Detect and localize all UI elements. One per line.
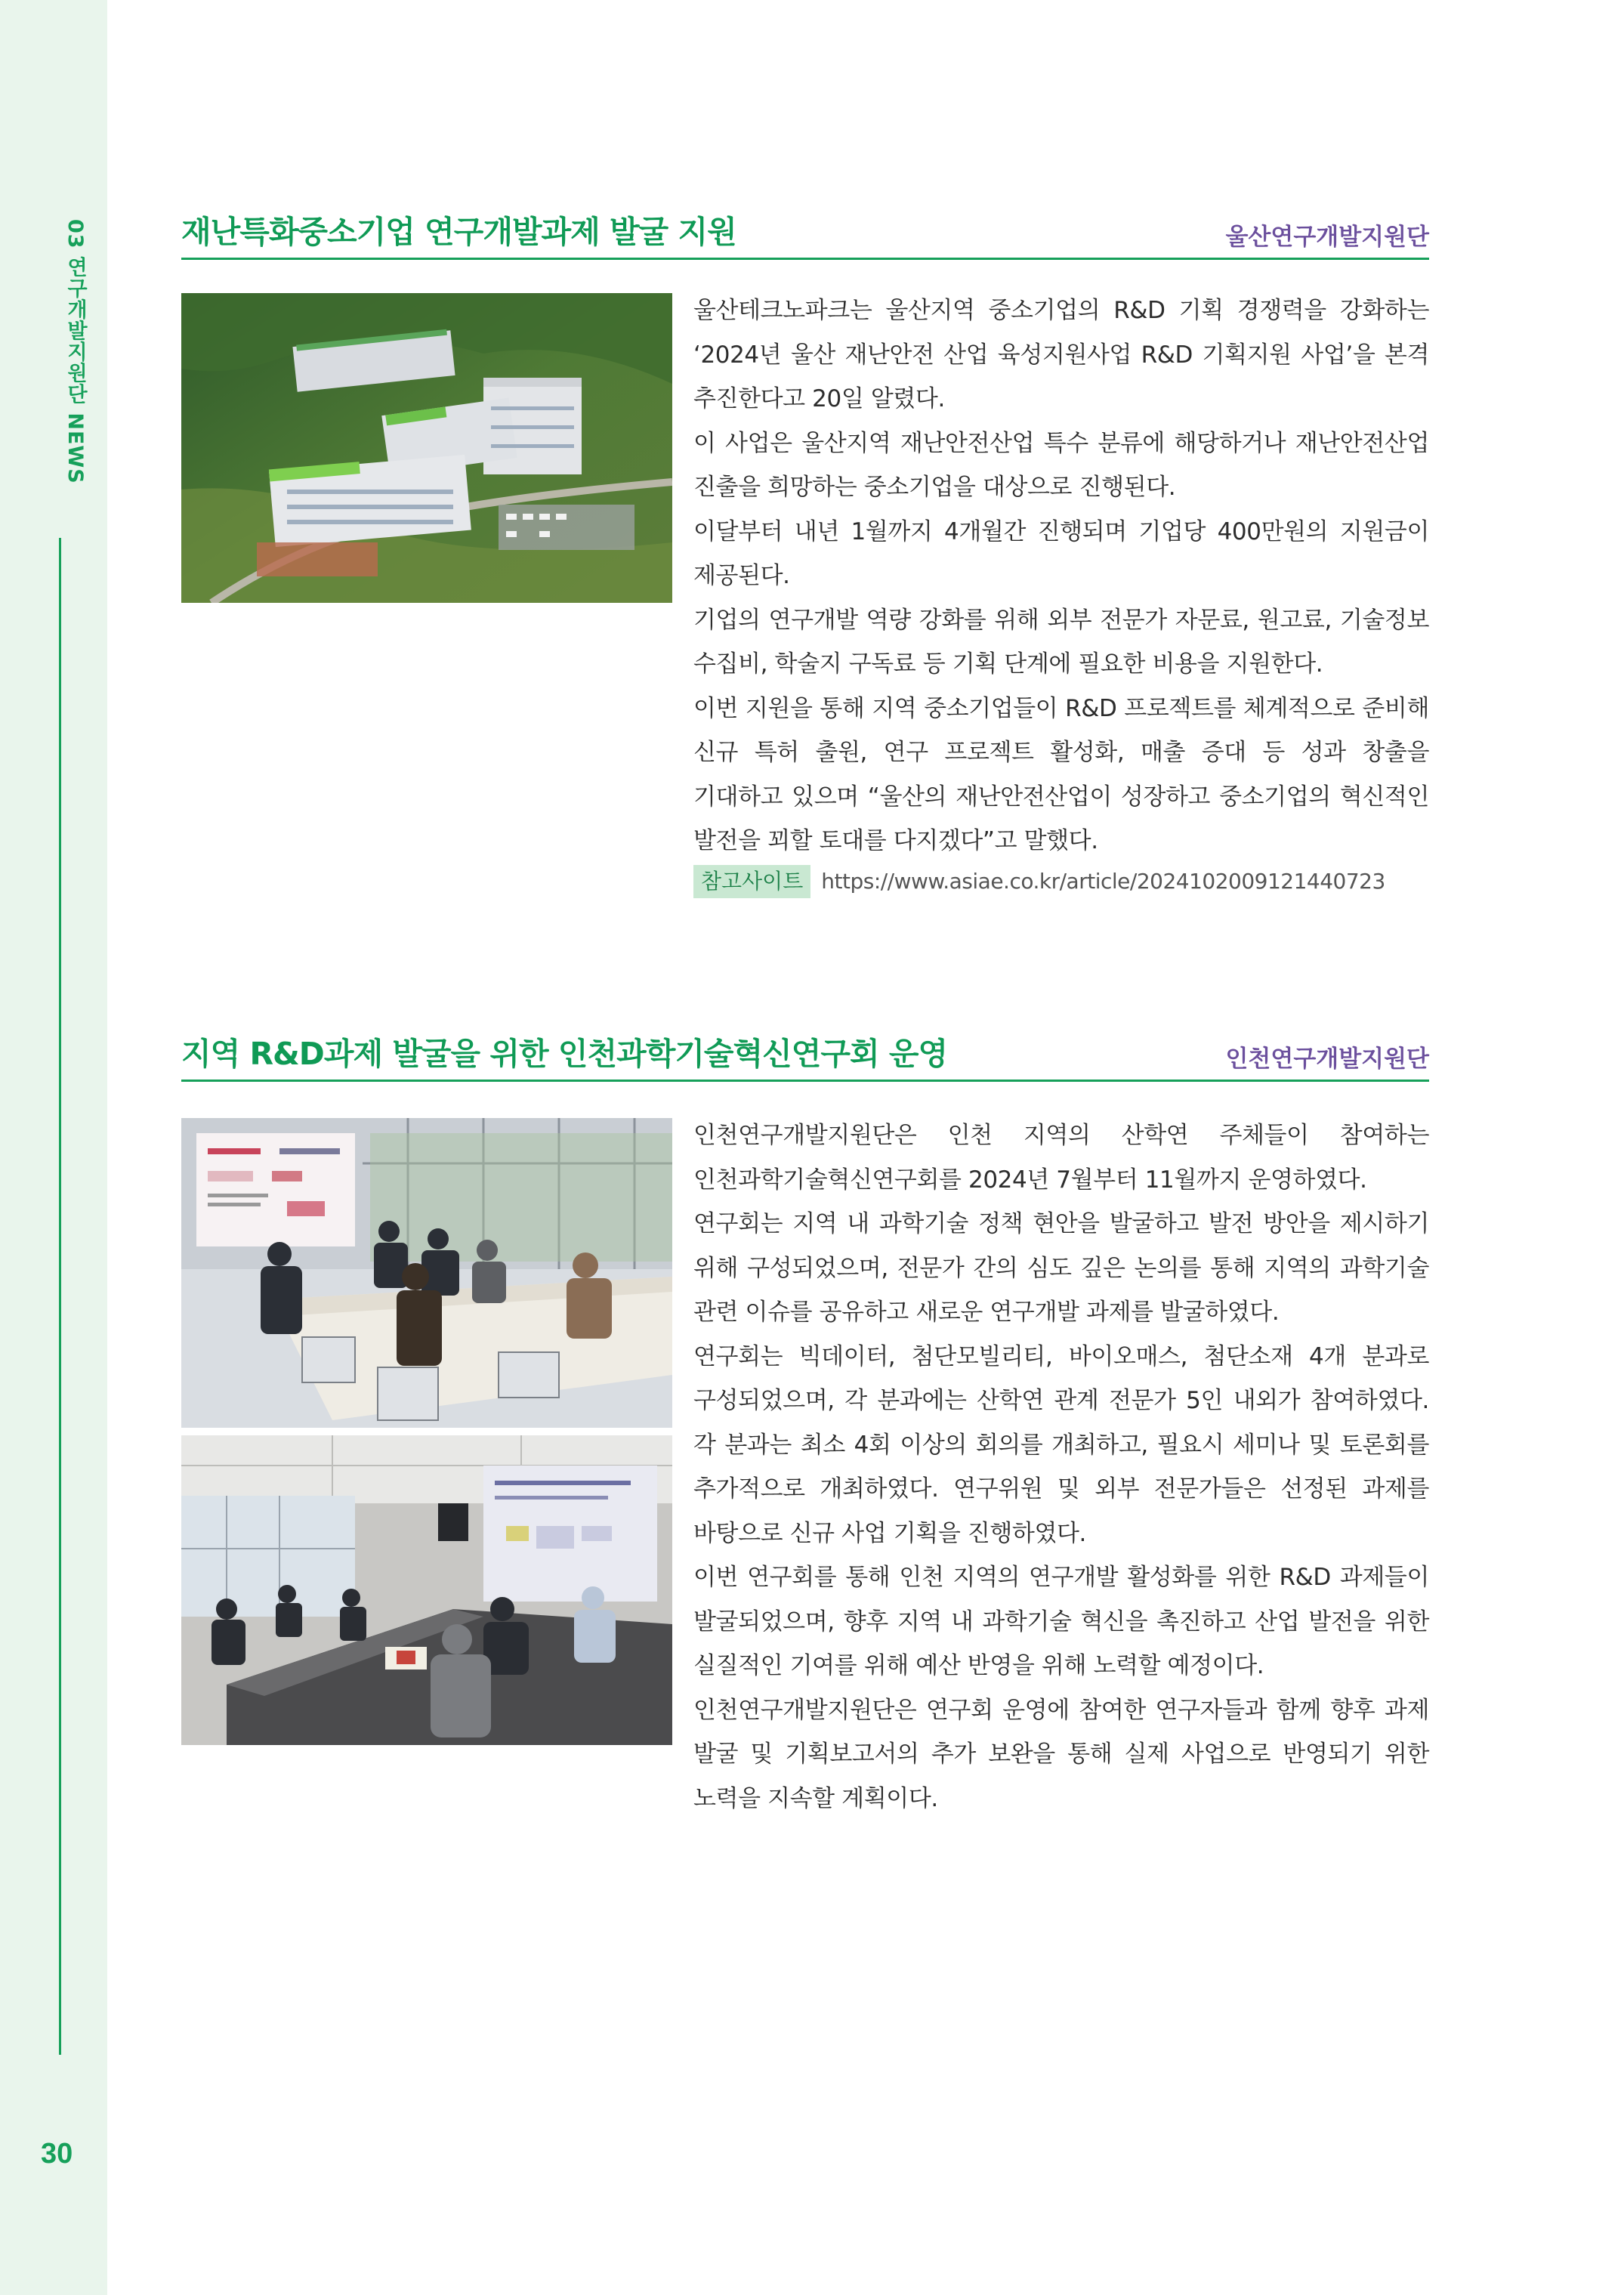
conference-room-photo: [181, 1435, 672, 1745]
paragraph: 이 사업은 울산지역 재난안전산업 특수 분류에 해당하거나 재난안전산업 진출을 희망하는 중소기업을 대상으로 진행된다.: [693, 429, 1429, 501]
paragraph: 연구회는 지역 내 과학기술 정책 현안을 발굴하고 발전 방안을 제시하기 위해 구성되었으며, 전문가 간의 심도 깊은 논의를 통해 지역의 과학기술 관련 이슈를 공유하고 새로운 연구개발 과제를 발굴하였다.: [693, 1210, 1429, 1326]
article-title: 재난특화중소기업 연구개발과제 발굴 지원: [181, 214, 736, 250]
paragraph: 이달부터 내년 1월까지 4개월간 진행되며 기업당 400만원의 지원금이 제공된다.: [693, 517, 1429, 589]
article-organization: 울산연구개발지원단: [1225, 224, 1429, 251]
reference-line: [693, 865, 1429, 898]
paragraph: 이번 지원을 통해 지역 중소기업들이 R&D 프로젝트를 체계적으로 준비해 신규 특허 출원, 연구 프로젝트 활성화, 매출 증대 등 성과 창출을 기대하고 있으며 “울산의 재난안전산업이 성장하고 중소기업의 혁신적인 발전을 꾀할 토대를 다지겠다”고 말했다.: [693, 694, 1429, 854]
paragraph: 울산테크노파크는 울산지역 중소기업의 R&D 기획 경쟁력을 강화하는 ‘2024년 울산 재난안전 산업 육성지원사업 R&D 기획지원 사업’을 본격 추진한다고 20일 알렸다.: [693, 297, 1429, 412]
aerial-building-photo: [181, 293, 672, 603]
reference-label: 참고사이트: [693, 865, 810, 898]
paragraph: 연구회는 빅데이터, 첨단모빌리티, 바이오매스, 첨단소재 4개 분과로 구성되었으며, 각 분과에는 산학연 관계 전문가 5인 내외가 참여하였다. 각 분과는 최소 4회 이상의 회의를 개최하고, 필요시 세미나 및 토론회를 추가적으로 개최하였다. 연구위원 및 외부 전문가들은 선정된 과제를 바탕으로 신규 사업 기획을 진행하였다.: [693, 1342, 1429, 1547]
article-incheon: [181, 1036, 1429, 1812]
section-label: 03 연구개발지원단 NEWS: [63, 219, 87, 484]
article-ulsan: [181, 214, 1429, 894]
article-header: [181, 1036, 1429, 1082]
article-organization: 인천연구개발지원단: [1225, 1046, 1429, 1073]
meeting-room-photo: [181, 1118, 672, 1428]
article-header: [181, 214, 1429, 260]
paragraph: 기업의 연구개발 역량 강화를 위해 외부 전문가 자문료, 원고료, 기술정보 수집비, 학술지 구독료 등 기획 단계에 필요한 비용을 지원한다.: [693, 606, 1429, 678]
article-body: [693, 1114, 1429, 1821]
article-title: 지역 R&D과제 발굴을 위한 인천과학기술혁신연구회 운영: [181, 1036, 948, 1072]
reference-link[interactable]: https://www.asiae.co.kr/article/2024102009121440723: [821, 868, 1385, 894]
paragraph: 인천연구개발지원단은 인천 지역의 산학연 주체들이 참여하는 인천과학기술혁신연구회를 2024년 7월부터 11월까지 운영하였다.: [693, 1122, 1429, 1194]
sidebar-band: [0, 0, 107, 2295]
page-number: 30: [41, 2138, 73, 2170]
paragraph: 인천연구개발지원단은 연구회 운영에 참여한 연구자들과 함께 향후 과제 발굴 및 기획보고서의 추가 보완을 통해 실제 사업으로 반영되기 위한 노력을 지속할 계획이다.: [693, 1696, 1429, 1812]
article-body: [693, 289, 1429, 898]
paragraph: 이번 연구회를 통해 인천 지역의 연구개발 활성화를 위한 R&D 과제들이 발굴되었으며, 향후 지역 내 과학기술 혁신을 촉진하고 산업 발전을 위한 실질적인 기여를 위해 예산 반영을 위해 노력할 예정이다.: [693, 1564, 1429, 1679]
sidebar-divider: [59, 538, 61, 2055]
